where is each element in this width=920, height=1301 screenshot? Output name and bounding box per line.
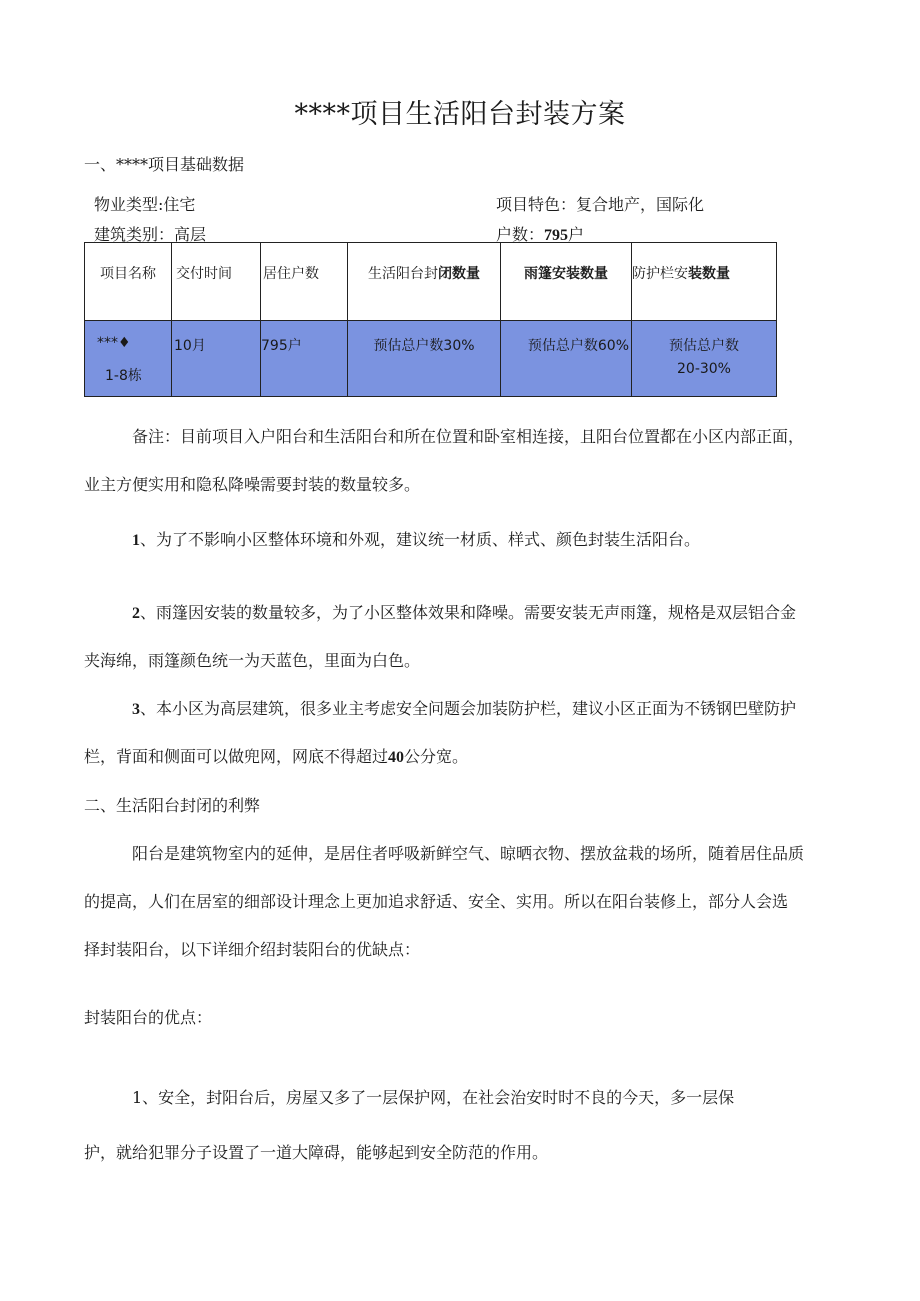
item-3-line2-b: 公分宽。 xyxy=(404,747,469,766)
item-3-line-2 xyxy=(84,744,468,767)
project-name-line2: 1-8栋 xyxy=(105,368,142,384)
page-title: ****项目生活阳台封装方案 xyxy=(294,99,626,130)
header-guard-part1: 防护栏安 xyxy=(632,266,688,282)
item-1-number: 1 xyxy=(132,532,140,549)
households-cell-value: 795户 xyxy=(261,338,302,354)
guard-line2: 20-30% xyxy=(677,361,731,377)
header-delivery-time xyxy=(172,243,261,321)
cell-guard xyxy=(632,321,777,397)
building-type: 建筑类别：高层 xyxy=(94,225,207,244)
project-feature: 项目特色：复合地产，国际化 xyxy=(496,195,705,214)
item-3-width-number: 40 xyxy=(388,749,405,766)
pros-heading: 封装阳台的优点： xyxy=(84,1008,213,1027)
item-1 xyxy=(132,527,700,550)
households-value: 795 xyxy=(544,227,569,244)
table-row xyxy=(85,321,777,397)
header-households xyxy=(261,243,348,321)
project-data-table xyxy=(84,242,777,397)
header-project-name: 项目名称 xyxy=(85,243,172,321)
header-delivery-label: 交付时间 xyxy=(176,266,232,282)
item-3-line2-a: 栏，背面和侧面可以做兜网，网底不得超过 xyxy=(84,747,389,766)
item-2-line-2: 夹海绵，雨篷颜色统一为天蓝色，里面为白色。 xyxy=(84,651,421,670)
item-2-text: 、雨篷因安装的数量较多，为了小区整体效果和降噪。需要安装无声雨篷，规格是双层铝合金 xyxy=(140,603,797,622)
item-2-number: 2 xyxy=(132,605,140,622)
cell-households xyxy=(261,321,348,397)
cell-balcony: 预估总户数30% xyxy=(348,321,501,397)
header-balcony-part2: 闭数量 xyxy=(438,266,480,282)
delivery-value: 10月 xyxy=(174,338,206,354)
header-guard-part2: 装数量 xyxy=(688,266,730,282)
header-guard-count xyxy=(632,243,777,321)
header-balcony-part1: 生活阳台封 xyxy=(368,266,438,282)
section-2-heading: 二、生活阳台封闭的利弊 xyxy=(84,796,261,815)
section-2-para-line-2: 的提高，人们在居室的细部设计理念上更加追求舒适、安全、实用。所以在阳台装修上，部分人会选 xyxy=(84,892,789,911)
table-header-row xyxy=(85,243,777,321)
header-balcony-count xyxy=(348,243,501,321)
item-2-line-1 xyxy=(132,600,796,623)
cell-delivery xyxy=(172,321,261,397)
cell-project-name xyxy=(85,321,172,397)
property-type: 物业类型:住宅 xyxy=(94,195,196,214)
section-2-para-line-3: 择封装阳台，以下详细介绍封装阳台的优缺点： xyxy=(84,940,421,959)
header-households-label: 居住户数 xyxy=(263,266,319,282)
section-2-para-line-1: 阳台是建筑物室内的延伸，是居住者呼吸新鲜空气、晾晒衣物、摆放盆栽的场所，随着居住品质 xyxy=(132,844,805,863)
item-1-text: 、为了不影响小区整体环境和外观，建议统一材质、样式、颜色封装生活阳台。 xyxy=(140,530,701,549)
section-1-heading: 一、****项目基础数据 xyxy=(84,155,245,174)
households-prefix: 户数： xyxy=(496,225,545,244)
note-line-2: 业主方便实用和隐私降噪需要封装的数量较多。 xyxy=(84,475,421,494)
item-3-line-1 xyxy=(132,696,796,719)
item-3-number: 3 xyxy=(132,701,140,718)
note-line-1: 备注：目前项目入户阳台和生活阳台和所在位置和卧室相连接，且阳台位置都在小区内部正面， xyxy=(132,427,805,446)
pro-1-line-2: 护，就给犯罪分子设置了一道大障碍，能够起到安全防范的作用。 xyxy=(84,1143,549,1162)
guard-line1: 预估总户数 xyxy=(669,338,739,354)
pro-1-line-1: 1、安全，封阳台后，房屋又多了一层保护网，在社会治安时时不良的今天，多一层保 xyxy=(132,1088,735,1107)
item-3-text: 、本小区为高层建筑，很多业主考虑安全问题会加装防护栏，建议小区正面为不锈钢巴壁防护 xyxy=(140,699,797,718)
project-name-line1: ***♦ xyxy=(97,335,131,351)
households-suffix: 户 xyxy=(568,225,585,244)
header-canopy-count: 雨篷安装数量 xyxy=(501,243,632,321)
cell-canopy: 预估总户数60% xyxy=(501,321,632,397)
